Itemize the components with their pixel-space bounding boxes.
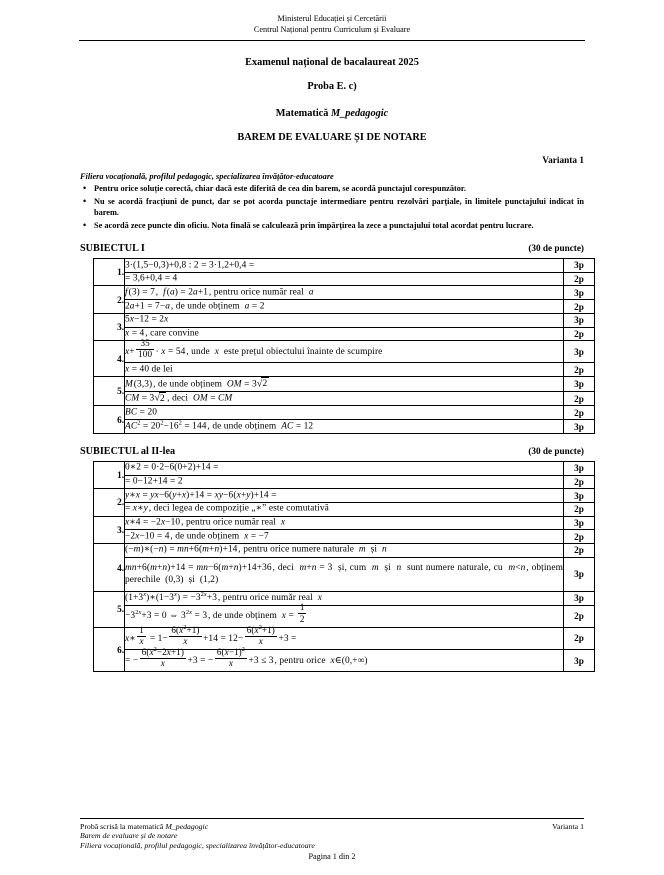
- barem-table-subiect-1: [93, 258, 595, 434]
- math-expression: 0∗2 = 0·2−6(0+2)+14 =: [125, 462, 219, 473]
- exam-title: Examenul național de bacalaureat 2025: [245, 56, 419, 68]
- ministry-line-2: Centrul Național pentru Curriculum și Evaluare: [253, 24, 411, 34]
- section-title: SUBIECTUL al II-lea: [80, 445, 176, 457]
- math-expression: x = 4 , care convine: [125, 328, 199, 339]
- table-row: [94, 300, 595, 314]
- row-solution-line: [125, 286, 564, 300]
- row-points: 2p: [564, 502, 595, 516]
- math-expression: x = 40 de lei: [125, 364, 173, 375]
- math-expression: M (3,3) , de unde obținem OM = 3√2: [125, 378, 268, 390]
- row-points: 3p: [564, 377, 595, 392]
- table-row: [94, 475, 595, 489]
- row-number: 5.: [94, 592, 125, 628]
- footer-line-2: Barem de evaluare și de notare: [80, 831, 178, 841]
- math-expression: mn+6(m+n)+14 = mn−6(m+n)+14+36 , deci m+n = 3 și, cum m și n sunt numere naturale, cu m<n , obținem perechile (0,3) și (1,2): [125, 562, 564, 586]
- math-expression: 2a+1 = 7−a , de unde obținem a = 2: [125, 301, 265, 312]
- row-points: 3p: [564, 557, 595, 591]
- math-expression: $(1+3^x)∗(1-3^x) = -3^{2x}+3$ , pentru orice număr real x: [125, 590, 322, 604]
- bullet-dot-icon: •: [83, 195, 87, 206]
- math-expression: = x∗y , deci legea de compoziție „∗” este comutativă: [125, 503, 329, 514]
- footer-page-number: Pagina 1 din 2: [308, 852, 356, 861]
- math-expression: 5x−12 = 2x: [125, 314, 169, 325]
- row-number: 2.: [94, 286, 125, 313]
- math-expression: x∗4 = −2x−10 , pentru orice număr real x: [125, 517, 286, 528]
- section-title: SUBIECTUL I: [80, 243, 145, 255]
- table-row: [94, 592, 595, 606]
- bullet-dot-icon: •: [83, 182, 87, 193]
- table-row: [94, 272, 595, 286]
- row-solution-line: [125, 391, 564, 406]
- subject-prefix: Matematică: [275, 107, 331, 119]
- row-number: 5.: [94, 377, 125, 406]
- row-points: 3p: [564, 650, 595, 672]
- math-expression: f (3) = 7 , f (a) = 2a+1 , pentru orice număr real a: [125, 287, 314, 298]
- table-row: [94, 502, 595, 516]
- table-row: [94, 259, 595, 273]
- row-solution-line: [125, 420, 564, 434]
- row-solution-line: [125, 272, 564, 286]
- bullet-item: [80, 183, 584, 194]
- footer-rule: [80, 818, 584, 819]
- math-expression: = − $\frac{6(x^2-2x+1)}{x}$ +3 = − $\frac{6(x-1)^2}{x}$ +3 ≤ 3 , pentru orice x∈(0,+∞): [125, 645, 368, 669]
- ministry-line-1: Ministerul Educației și Cercetării: [277, 14, 387, 23]
- row-points: 2p: [564, 406, 595, 420]
- title-block: [80, 57, 584, 143]
- row-solution-line: [125, 377, 564, 392]
- row-points: 2p: [564, 363, 595, 377]
- math-expression: 3·(1,5−0,3)+0,8 : 2 = 3·1,2+0,4 =: [125, 260, 255, 271]
- header-rule: [79, 40, 585, 41]
- table-row: [94, 543, 595, 557]
- subject-code: M_pedagogic: [330, 107, 389, 119]
- row-solution-line: [125, 502, 564, 516]
- section-heading-1: [80, 243, 584, 254]
- table-row: [94, 377, 595, 392]
- math-expression: $AC^2 = 20^2-16^2 = 144$ , de unde obținem AC = 12: [125, 419, 314, 432]
- bullet-item: [80, 220, 584, 231]
- section-points: (30 de puncte): [528, 445, 584, 456]
- section-points: (30 de puncte): [528, 243, 584, 254]
- row-points: 3p: [564, 516, 595, 530]
- row-solution-line: [125, 259, 564, 273]
- math-expression: x+ $\frac{35}{100}$ · x = 54 , unde x este prețul obiectului înainte de scumpire: [125, 337, 383, 360]
- row-number: 4.: [94, 341, 125, 377]
- table-row: [94, 530, 595, 544]
- intro-bullets: [80, 183, 584, 231]
- footer-subject-code: M_pedagogic: [165, 822, 209, 832]
- document-header: [80, 0, 584, 41]
- row-points: 2p: [564, 475, 595, 489]
- table-row: [94, 327, 595, 341]
- row-points: 3p: [564, 461, 595, 475]
- row-points: 2p: [564, 272, 595, 286]
- filiera-line: Filiera vocațională, profilul pedagogic, specializarea învățător-educatoare: [80, 171, 334, 181]
- table-row: [94, 391, 595, 406]
- row-points: 3p: [564, 420, 595, 434]
- subject-title: [80, 108, 584, 119]
- row-points: 2p: [564, 543, 595, 557]
- row-points: 3p: [564, 489, 595, 503]
- math-expression: y∗x = yx−6(y+x)+14 = xy−6(x+y)+14 =: [125, 490, 277, 501]
- math-expression: (−m)∗(−n) = mn+6(m+n)+14 , pentru orice numere naturale m și n: [125, 544, 387, 555]
- section-heading-2: [80, 446, 584, 457]
- row-number: 3.: [94, 313, 125, 340]
- table-row: [94, 557, 595, 591]
- footer-exam-prefix: Probă scrisă la matematică: [80, 822, 166, 832]
- row-points: 2p: [564, 627, 595, 649]
- row-points: 2p: [564, 391, 595, 406]
- math-expression: $-3^{2x}+3 = 0$ ⇔ $3^{2x} = 3$ , de unde obținem x = $\frac{1}{2}$: [125, 602, 305, 624]
- math-expression: CM = 3√2 , deci OM = CM: [125, 392, 233, 404]
- bullet-text: Pentru orice soluție corectă, chiar dacă este diferită de cea din barem, se acordă punctajul corespunzător.: [94, 183, 466, 193]
- row-number: 3.: [94, 516, 125, 543]
- table-row: [94, 461, 595, 475]
- footer-line-1: [80, 822, 584, 831]
- row-points: 2p: [564, 327, 595, 341]
- document-footer: [80, 818, 584, 861]
- row-points: 3p: [564, 592, 595, 606]
- row-number: 6.: [94, 406, 125, 433]
- row-solution-line: [125, 406, 564, 420]
- table-row: [94, 489, 595, 503]
- footer-exam-label: [80, 822, 208, 831]
- barem-table-subiect-2: [93, 461, 595, 672]
- row-solution-line: [125, 530, 564, 544]
- footer-varianta: Varianta 1: [552, 822, 584, 832]
- table-row: [94, 313, 595, 327]
- row-solution-line: [125, 623, 564, 649]
- table-row: [94, 420, 595, 434]
- row-solution-line: [125, 337, 564, 363]
- row-number: 6.: [94, 627, 125, 671]
- table-row: [94, 406, 595, 420]
- bullet-text: Se acordă zece puncte din oficiu. Nota finală se calculează prin împărțirea la zece a punctajului total acordat pentru lucrare.: [94, 220, 534, 230]
- row-number: 1.: [94, 259, 125, 286]
- row-solution-line: [125, 489, 564, 503]
- table-row: [94, 341, 595, 363]
- varianta-label: Varianta 1: [542, 155, 584, 166]
- row-solution-line: [125, 300, 564, 314]
- row-number: 1.: [94, 461, 125, 488]
- row-number: 4.: [94, 543, 125, 591]
- footer-line-3: Filiera vocațională, profilul pedagogic, specializarea învățător-educatoare: [80, 841, 315, 851]
- row-solution-line: [125, 543, 564, 557]
- row-solution-line: [125, 475, 564, 489]
- row-solution-line: [125, 645, 564, 672]
- row-solution-line: [125, 313, 564, 327]
- row-points: 2p: [564, 530, 595, 544]
- bullet-text: Nu se acordă fracțiuni de punct, dar se pot acorda punctaje intermediare pentru rezolvări parțiale, în limitele punctajului indicat în barem.: [94, 196, 584, 217]
- row-points: 3p: [564, 286, 595, 300]
- row-points: 3p: [564, 313, 595, 327]
- bullet-item: [80, 196, 584, 218]
- table-row: [94, 286, 595, 300]
- math-expression: x∗ $\frac{1}{x}$ = 1− $\frac{6(x^2+1)}{x}$ +14 = 12− $\frac{6(x^2+1)}{x}$ +3 =: [125, 623, 297, 647]
- table-row: [94, 516, 595, 530]
- row-points: 3p: [564, 341, 595, 363]
- row-points: 2p: [564, 605, 595, 627]
- table-row: [94, 650, 595, 672]
- row-points: 2p: [564, 300, 595, 314]
- row-solution-line: [125, 592, 564, 606]
- math-expression: −2x−10 = 4 , de unde obținem x = −7: [125, 531, 269, 542]
- proba-title: Proba E. c): [307, 80, 357, 92]
- barem-title: BAREM DE EVALUARE ȘI DE NOTARE: [237, 131, 427, 143]
- row-points: 3p: [564, 259, 595, 273]
- bullet-dot-icon: •: [83, 219, 87, 230]
- row-number: 2.: [94, 489, 125, 516]
- row-solution-line: [125, 363, 564, 377]
- row-solution-line: [125, 516, 564, 530]
- math-expression: BC = 20: [125, 407, 158, 418]
- table-row: [94, 363, 595, 377]
- row-solution-line: [125, 557, 564, 591]
- math-expression: = 0−12+14 = 2: [125, 476, 183, 487]
- row-solution-line: [125, 327, 564, 341]
- math-expression: = 3,6+0,4 = 4: [125, 273, 178, 284]
- row-solution-line: [125, 461, 564, 475]
- table-row: [94, 605, 595, 627]
